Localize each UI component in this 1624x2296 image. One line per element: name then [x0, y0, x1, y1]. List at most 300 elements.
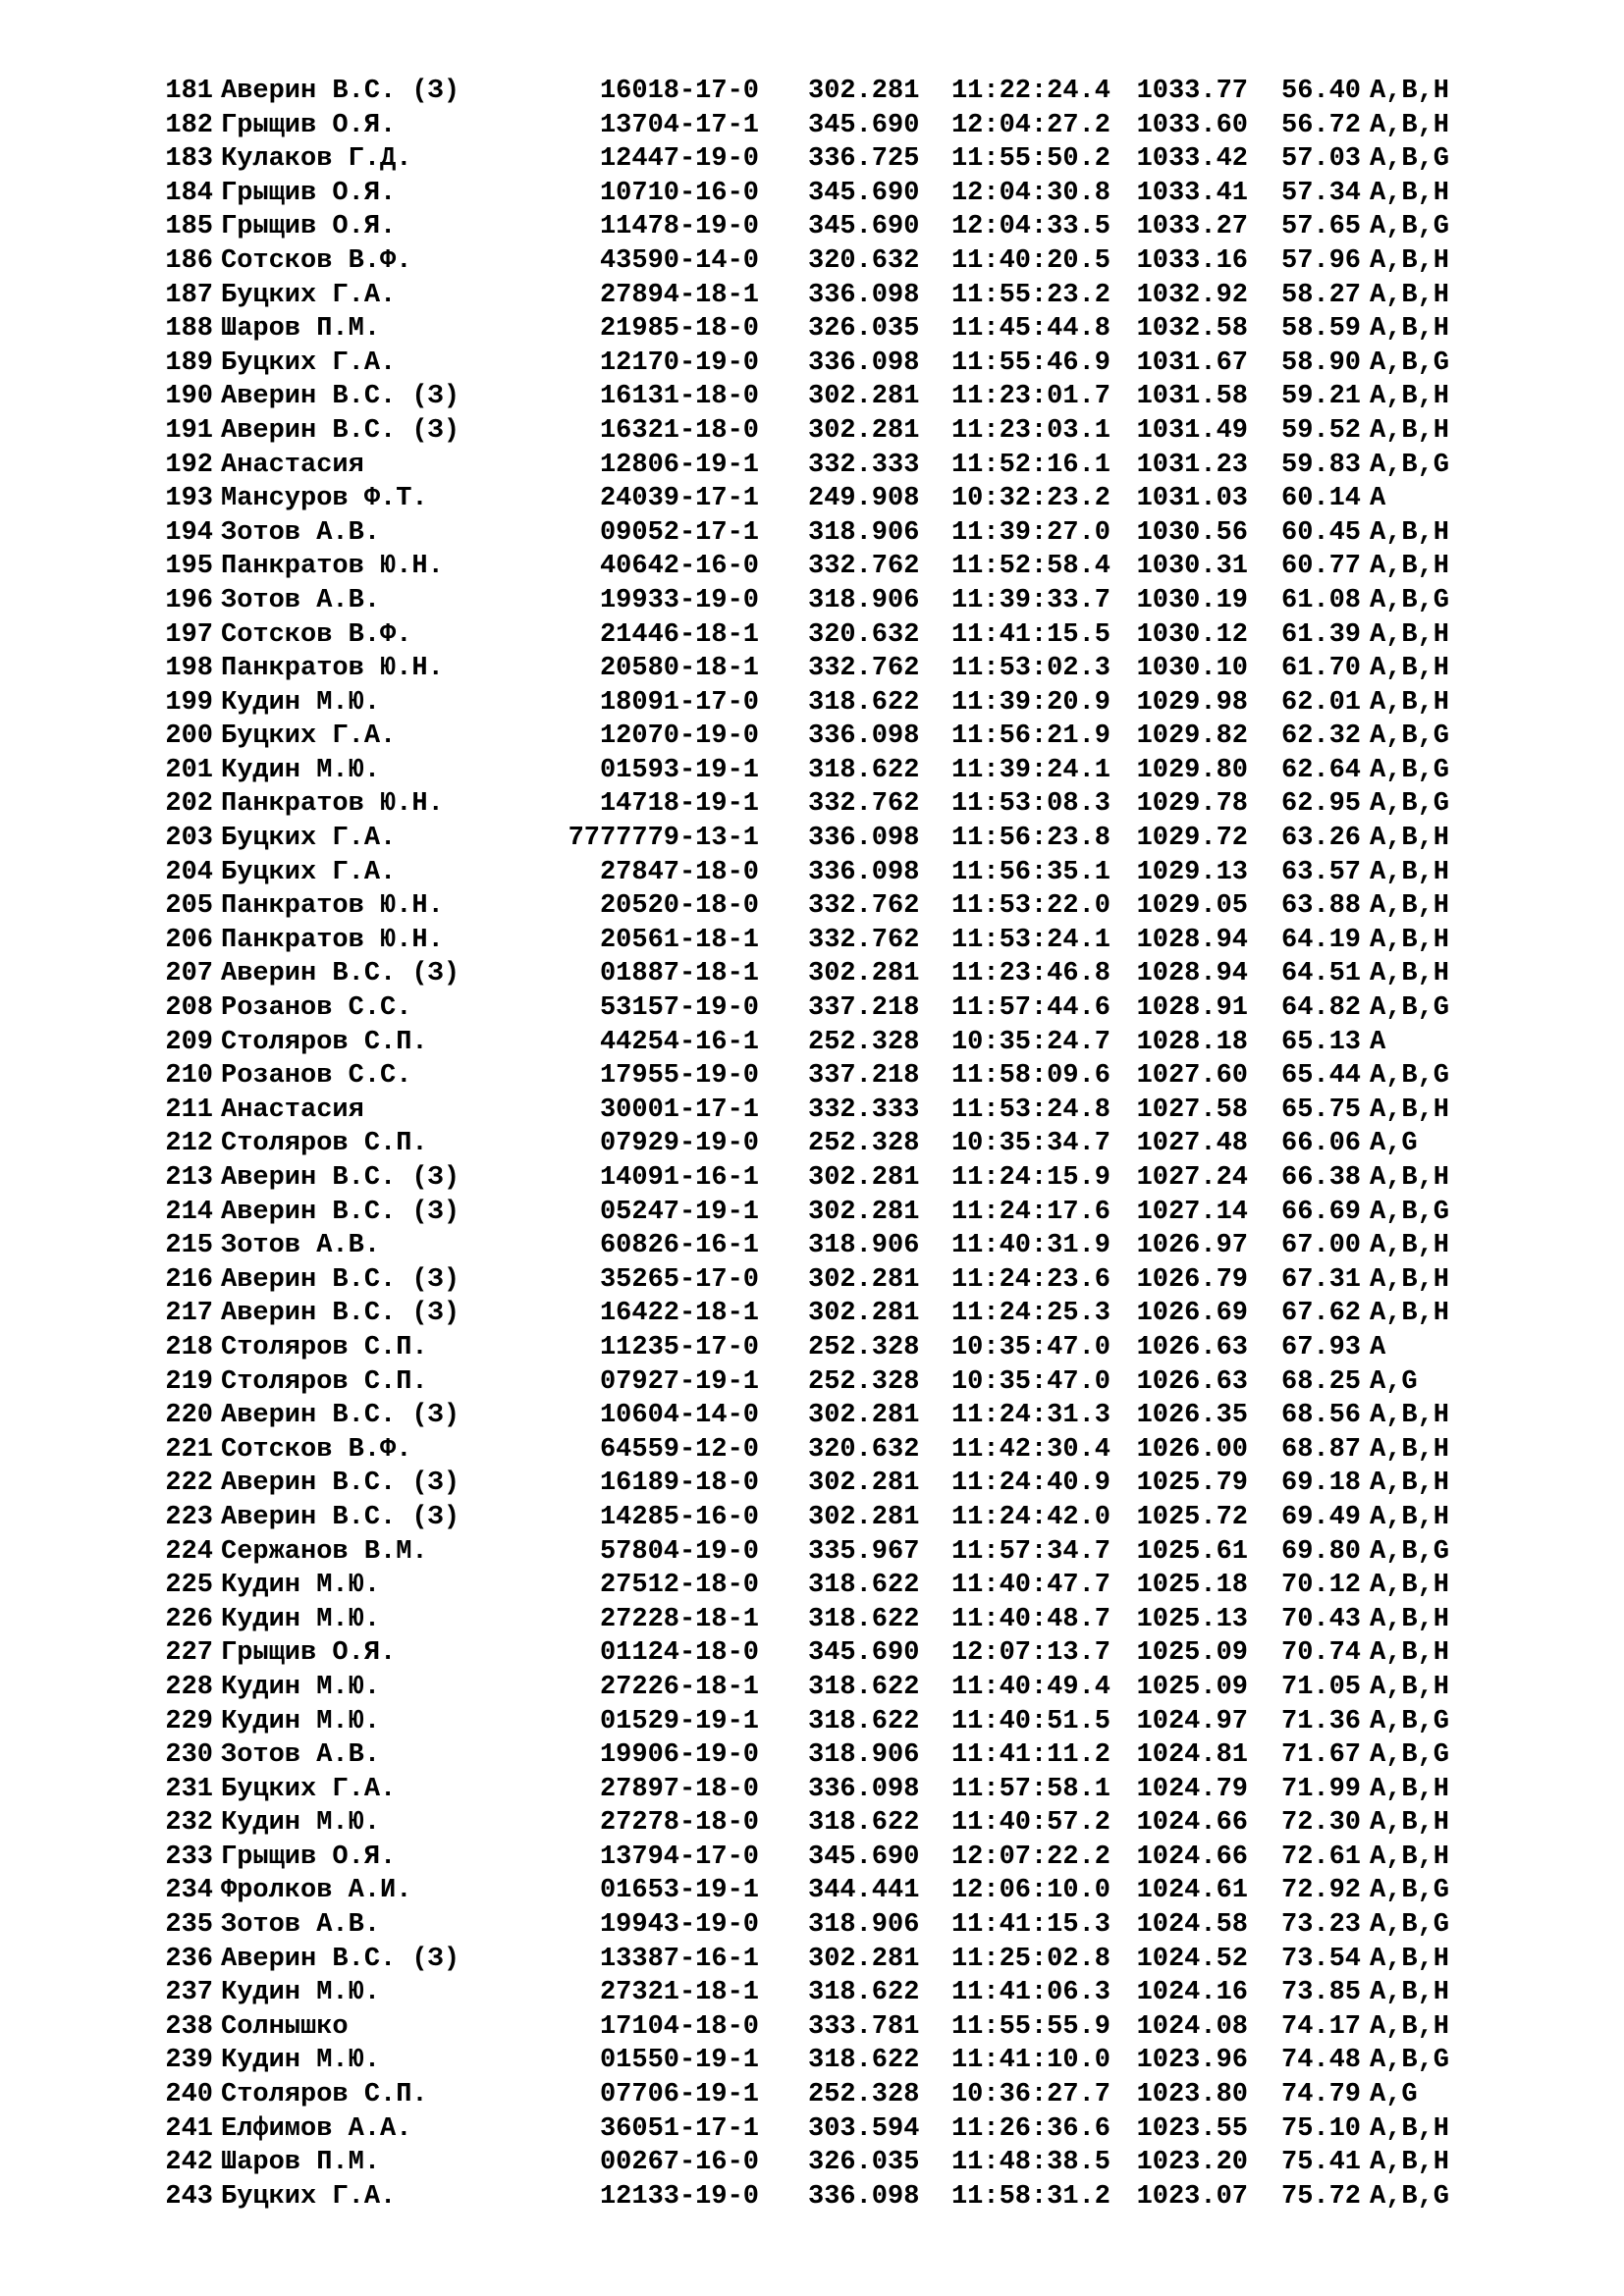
ring-number: 36051-17-1	[599, 2113, 759, 2144]
fancier-name: Кудин М.Ю.	[221, 1978, 381, 2008]
fancier-name: Зотов А.В.	[221, 1740, 381, 1771]
place-number: 185	[165, 212, 213, 242]
coefficient: 69.80	[1281, 1536, 1362, 1567]
speed: 1031.49	[1136, 415, 1248, 446]
arrival-time: 11:45:44.8	[950, 314, 1110, 345]
groups: A,B,G	[1370, 144, 1450, 175]
ring-number: 12170-19-0	[599, 347, 759, 378]
fancier-name: Аверин В.С. (З)	[221, 77, 460, 106]
place-number: 217	[165, 1299, 213, 1329]
distance: 318.906	[808, 585, 920, 615]
speed: 1028.91	[1136, 993, 1248, 1024]
speed: 1026.00	[1136, 1434, 1248, 1465]
arrival-time: 11:41:11.2	[950, 1740, 1110, 1771]
table-row	[142, 1773, 1478, 1807]
speed: 1033.41	[1136, 178, 1248, 208]
coefficient: 68.56	[1281, 1401, 1362, 1431]
fancier-name: Елфимов А.А.	[221, 2113, 412, 2144]
fancier-name: Зотов А.В.	[221, 1231, 381, 1261]
arrival-time: 12:04:27.2	[950, 110, 1110, 140]
fancier-name: Столяров С.П.	[221, 1129, 428, 1159]
table-row	[142, 856, 1478, 890]
ring-number: 17104-18-0	[599, 2011, 759, 2042]
place-number: 222	[165, 1468, 213, 1499]
speed: 1031.03	[1136, 484, 1248, 514]
speed: 1027.58	[1136, 1095, 1248, 1125]
arrival-time: 10:32:23.2	[950, 484, 1110, 514]
place-number: 214	[165, 1197, 213, 1227]
table-row	[142, 2078, 1478, 2112]
table-row	[142, 822, 1478, 856]
table-row	[142, 1501, 1478, 1535]
coefficient: 67.31	[1281, 1264, 1362, 1295]
place-number: 204	[165, 857, 213, 887]
arrival-time: 11:55:50.2	[950, 144, 1110, 175]
ring-number: 27894-18-1	[599, 280, 759, 310]
distance: 302.281	[808, 415, 920, 446]
arrival-time: 11:23:03.1	[950, 415, 1110, 446]
table-row	[142, 414, 1478, 449]
place-number: 205	[165, 891, 213, 922]
distance: 320.632	[808, 1434, 920, 1465]
arrival-time: 11:56:35.1	[950, 857, 1110, 887]
speed: 1025.79	[1136, 1468, 1248, 1499]
arrival-time: 11:56:21.9	[950, 721, 1110, 752]
ring-number: 18091-17-0	[599, 687, 759, 718]
speed: 1024.66	[1136, 1808, 1248, 1839]
fancier-name: Сотсков В.Ф.	[221, 245, 412, 276]
table-row	[142, 618, 1478, 653]
coefficient: 71.05	[1281, 1672, 1362, 1702]
groups: A,B,G	[1370, 450, 1450, 480]
place-number: 220	[165, 1401, 213, 1431]
groups: A,B,H	[1370, 1604, 1450, 1634]
place-number: 209	[165, 1027, 213, 1057]
speed: 1033.16	[1136, 245, 1248, 276]
coefficient: 61.08	[1281, 585, 1362, 615]
table-row	[142, 991, 1478, 1026]
table-row	[142, 720, 1478, 754]
place-number: 241	[165, 2113, 213, 2144]
fancier-name: Шаров П.М.	[221, 314, 381, 345]
groups: A,B,H	[1370, 314, 1450, 345]
place-number: 228	[165, 1672, 213, 1702]
coefficient: 62.64	[1281, 755, 1362, 785]
arrival-time: 12:06:10.0	[950, 1876, 1110, 1906]
groups: A	[1370, 484, 1386, 514]
place-number: 191	[165, 415, 213, 446]
table-row	[142, 1399, 1478, 1433]
speed: 1033.60	[1136, 110, 1248, 140]
place-number: 224	[165, 1536, 213, 1567]
ring-number: 43590-14-0	[599, 245, 759, 276]
place-number: 215	[165, 1231, 213, 1261]
ring-number: 16189-18-0	[599, 1468, 759, 1499]
distance: 302.281	[808, 1264, 920, 1295]
distance: 318.622	[808, 1808, 920, 1839]
speed: 1023.96	[1136, 2046, 1248, 2076]
speed: 1028.94	[1136, 959, 1248, 989]
coefficient: 71.67	[1281, 1740, 1362, 1771]
arrival-time: 11:58:31.2	[950, 2181, 1110, 2212]
speed: 1023.20	[1136, 2148, 1248, 2178]
arrival-time: 11:39:20.9	[950, 687, 1110, 718]
groups: A,B,G	[1370, 585, 1450, 615]
fancier-name: Буцких Г.А.	[221, 2181, 397, 2212]
fancier-name: Грыщив О.Я.	[221, 212, 397, 242]
coefficient: 63.57	[1281, 857, 1362, 887]
speed: 1029.98	[1136, 687, 1248, 718]
arrival-time: 11:52:58.4	[950, 552, 1110, 582]
groups: A,B,H	[1370, 2113, 1450, 2144]
distance: 318.622	[808, 1706, 920, 1736]
fancier-name: Аверин В.С. (З)	[221, 1163, 460, 1193]
coefficient: 59.21	[1281, 382, 1362, 412]
distance: 302.281	[808, 1197, 920, 1227]
groups: A,B,G	[1370, 212, 1450, 242]
groups: A,B,H	[1370, 382, 1450, 412]
distance: 337.218	[808, 1061, 920, 1092]
ring-number: 01653-19-1	[599, 1876, 759, 1906]
coefficient: 70.74	[1281, 1638, 1362, 1669]
table-row	[142, 787, 1478, 822]
fancier-name: Сотсков В.Ф.	[221, 619, 412, 650]
groups: A,B,G	[1370, 1910, 1450, 1941]
groups: A,B,H	[1370, 1401, 1450, 1431]
speed: 1023.55	[1136, 2113, 1248, 2144]
distance: 302.281	[808, 1299, 920, 1329]
table-row	[142, 516, 1478, 551]
ring-number: 27321-18-1	[599, 1978, 759, 2008]
groups: A,B,H	[1370, 1299, 1450, 1329]
fancier-name: Кудин М.Ю.	[221, 1604, 381, 1634]
fancier-name: Аверин В.С. (З)	[221, 1502, 460, 1532]
table-row	[142, 1671, 1478, 1705]
coefficient: 63.26	[1281, 824, 1362, 854]
groups: A,B,H	[1370, 110, 1450, 140]
place-number: 187	[165, 280, 213, 310]
coefficient: 57.34	[1281, 178, 1362, 208]
ring-number: 10710-16-0	[599, 178, 759, 208]
groups: A,B,H	[1370, 1808, 1450, 1839]
distance: 336.098	[808, 347, 920, 378]
groups: A,B,G	[1370, 2046, 1450, 2076]
coefficient: 67.93	[1281, 1332, 1362, 1362]
coefficient: 59.83	[1281, 450, 1362, 480]
ring-number: 12447-19-0	[599, 144, 759, 175]
arrival-time: 11:53:24.1	[950, 925, 1110, 955]
groups: A,B,G	[1370, 2181, 1450, 2212]
arrival-time: 11:53:24.8	[950, 1095, 1110, 1125]
arrival-time: 11:26:36.6	[950, 2113, 1110, 2144]
table-row	[142, 686, 1478, 721]
coefficient: 71.36	[1281, 1706, 1362, 1736]
speed: 1024.66	[1136, 1842, 1248, 1872]
fancier-name: Грыщив О.Я.	[221, 1842, 397, 1872]
fancier-name: Панкратов Ю.Н.	[221, 925, 444, 955]
fancier-name: Панкратов Ю.Н.	[221, 789, 444, 820]
coefficient: 68.25	[1281, 1366, 1362, 1397]
distance: 336.098	[808, 721, 920, 752]
speed: 1023.07	[1136, 2181, 1248, 2212]
groups: A,B,H	[1370, 1672, 1450, 1702]
ring-number: 53157-19-0	[599, 993, 759, 1024]
coefficient: 61.70	[1281, 654, 1362, 684]
groups: A,B,H	[1370, 1842, 1450, 1872]
speed: 1024.16	[1136, 1978, 1248, 2008]
place-number: 229	[165, 1706, 213, 1736]
distance: 336.098	[808, 280, 920, 310]
place-number: 227	[165, 1638, 213, 1669]
place-number: 193	[165, 484, 213, 514]
place-number: 198	[165, 654, 213, 684]
ring-number: 16422-18-1	[599, 1299, 759, 1329]
fancier-name: Буцких Г.А.	[221, 824, 397, 854]
speed: 1029.13	[1136, 857, 1248, 887]
speed: 1033.27	[1136, 212, 1248, 242]
ring-number: 12133-19-0	[599, 2181, 759, 2212]
fancier-name: Кудин М.Ю.	[221, 755, 381, 785]
groups: A,B,H	[1370, 517, 1450, 548]
coefficient: 56.40	[1281, 77, 1362, 106]
distance: 336.098	[808, 824, 920, 854]
speed: 1028.94	[1136, 925, 1248, 955]
distance: 318.622	[808, 755, 920, 785]
ring-number: 27897-18-0	[599, 1774, 759, 1804]
place-number: 181	[165, 77, 213, 106]
coefficient: 72.61	[1281, 1842, 1362, 1872]
speed: 1030.12	[1136, 619, 1248, 650]
groups: A,B,H	[1370, 857, 1450, 887]
table-row	[142, 312, 1478, 347]
distance: 318.906	[808, 1740, 920, 1771]
fancier-name: Буцких Г.А.	[221, 721, 397, 752]
arrival-time: 11:48:38.5	[950, 2148, 1110, 2178]
coefficient: 66.06	[1281, 1129, 1362, 1159]
place-number: 221	[165, 1434, 213, 1465]
arrival-time: 11:55:23.2	[950, 280, 1110, 310]
ring-number: 60826-16-1	[599, 1231, 759, 1261]
groups: A,G	[1370, 1129, 1418, 1159]
place-number: 213	[165, 1163, 213, 1193]
groups: A,B,H	[1370, 1231, 1450, 1261]
distance: 345.690	[808, 1842, 920, 1872]
speed: 1032.58	[1136, 314, 1248, 345]
speed: 1029.78	[1136, 789, 1248, 820]
speed: 1025.61	[1136, 1536, 1248, 1567]
place-number: 218	[165, 1332, 213, 1362]
fancier-name: Кудин М.Ю.	[221, 1672, 381, 1702]
table-row	[142, 1094, 1478, 1128]
fancier-name: Солнышко	[221, 2011, 349, 2042]
distance: 336.098	[808, 857, 920, 887]
arrival-time: 11:24:40.9	[950, 1468, 1110, 1499]
coefficient: 64.19	[1281, 925, 1362, 955]
coefficient: 67.00	[1281, 1231, 1362, 1261]
coefficient: 74.79	[1281, 2080, 1362, 2110]
speed: 1024.08	[1136, 2011, 1248, 2042]
arrival-time: 11:40:51.5	[950, 1706, 1110, 1736]
table-row	[142, 2112, 1478, 2147]
arrival-time: 11:55:46.9	[950, 347, 1110, 378]
distance: 332.333	[808, 1095, 920, 1125]
place-number: 235	[165, 1910, 213, 1941]
coefficient: 70.12	[1281, 1571, 1362, 1601]
table-row	[142, 75, 1478, 109]
distance: 326.035	[808, 314, 920, 345]
groups: A,B,G	[1370, 1197, 1450, 1227]
place-number: 211	[165, 1095, 213, 1125]
arrival-time: 11:39:24.1	[950, 755, 1110, 785]
speed: 1032.92	[1136, 280, 1248, 310]
coefficient: 65.44	[1281, 1061, 1362, 1092]
speed: 1027.60	[1136, 1061, 1248, 1092]
fancier-name: Аверин В.С. (З)	[221, 1197, 460, 1227]
fancier-name: Буцких Г.А.	[221, 1774, 397, 1804]
table-row	[142, 1806, 1478, 1841]
distance: 345.690	[808, 212, 920, 242]
coefficient: 60.14	[1281, 484, 1362, 514]
coefficient: 70.43	[1281, 1604, 1362, 1634]
groups: A,B,G	[1370, 1536, 1450, 1567]
ring-number: 21446-18-1	[599, 619, 759, 650]
distance: 336.098	[808, 2181, 920, 2212]
arrival-time: 10:35:47.0	[950, 1332, 1110, 1362]
fancier-name: Кудин М.Ю.	[221, 1706, 381, 1736]
ring-number: 57804-19-0	[599, 1536, 759, 1567]
ring-number: 14091-16-1	[599, 1163, 759, 1193]
fancier-name: Буцких Г.А.	[221, 857, 397, 887]
speed: 1033.42	[1136, 144, 1248, 175]
fancier-name: Розанов С.С.	[221, 993, 412, 1024]
ring-number: 12070-19-0	[599, 721, 759, 752]
speed: 1025.18	[1136, 1571, 1248, 1601]
arrival-time: 11:53:02.3	[950, 654, 1110, 684]
groups: A,B,H	[1370, 959, 1450, 989]
place-number: 212	[165, 1129, 213, 1159]
arrival-time: 11:55:55.9	[950, 2011, 1110, 2042]
arrival-time: 11:40:47.7	[950, 1571, 1110, 1601]
arrival-time: 11:41:15.3	[950, 1910, 1110, 1941]
fancier-name: Сотсков В.Ф.	[221, 1434, 412, 1465]
distance: 302.281	[808, 77, 920, 106]
speed: 1026.63	[1136, 1332, 1248, 1362]
coefficient: 65.75	[1281, 1095, 1362, 1125]
coefficient: 58.27	[1281, 280, 1362, 310]
place-number: 196	[165, 585, 213, 615]
distance: 302.281	[808, 382, 920, 412]
table-row	[142, 550, 1478, 584]
fancier-name: Шаров П.М.	[221, 2148, 381, 2178]
table-row	[142, 1841, 1478, 1875]
place-number: 223	[165, 1502, 213, 1532]
speed: 1024.61	[1136, 1876, 1248, 1906]
fancier-name: Аверин В.С. (З)	[221, 1299, 460, 1329]
ring-number: 01550-19-1	[599, 2046, 759, 2076]
distance: 249.908	[808, 484, 920, 514]
fancier-name: Анастасия	[221, 1095, 364, 1125]
distance: 302.281	[808, 959, 920, 989]
fancier-name: Столяров С.П.	[221, 1027, 428, 1057]
coefficient: 73.23	[1281, 1910, 1362, 1941]
place-number: 216	[165, 1264, 213, 1295]
fancier-name: Кулаков Г.Д.	[221, 144, 412, 175]
groups: A	[1370, 1332, 1386, 1362]
speed: 1029.80	[1136, 755, 1248, 785]
fancier-name: Столяров С.П.	[221, 1366, 428, 1397]
coefficient: 57.65	[1281, 212, 1362, 242]
fancier-name: Кудин М.Ю.	[221, 1571, 381, 1601]
fancier-name: Грыщив О.Я.	[221, 178, 397, 208]
place-number: 226	[165, 1604, 213, 1634]
groups: A,B,H	[1370, 1502, 1450, 1532]
ring-number: 64559-12-0	[599, 1434, 759, 1465]
coefficient: 59.52	[1281, 415, 1362, 446]
arrival-time: 11:41:15.5	[950, 619, 1110, 650]
table-row	[142, 1636, 1478, 1671]
arrival-time: 11:25:02.8	[950, 1944, 1110, 1974]
place-number: 197	[165, 619, 213, 650]
fancier-name: Анастасия	[221, 450, 364, 480]
fancier-name: Буцких Г.А.	[221, 347, 397, 378]
distance: 252.328	[808, 1366, 920, 1397]
groups: A,B,G	[1370, 721, 1450, 752]
distance: 345.690	[808, 178, 920, 208]
ring-number: 12806-19-1	[599, 450, 759, 480]
place-number: 234	[165, 1876, 213, 1906]
distance: 252.328	[808, 1129, 920, 1159]
table-row	[142, 924, 1478, 958]
arrival-time: 11:56:23.8	[950, 824, 1110, 854]
arrival-time: 11:24:31.3	[950, 1401, 1110, 1431]
arrival-time: 10:35:24.7	[950, 1027, 1110, 1057]
coefficient: 71.99	[1281, 1774, 1362, 1804]
groups: A,B,G	[1370, 1706, 1450, 1736]
arrival-time: 11:57:34.7	[950, 1536, 1110, 1567]
coefficient: 72.30	[1281, 1808, 1362, 1839]
fancier-name: Зотов А.В.	[221, 585, 381, 615]
fancier-name: Панкратов Ю.Н.	[221, 552, 444, 582]
table-row	[142, 109, 1478, 143]
groups: A,B,H	[1370, 1095, 1450, 1125]
ring-number: 27847-18-0	[599, 857, 759, 887]
table-row	[142, 1196, 1478, 1230]
table-row	[142, 1297, 1478, 1331]
arrival-time: 11:24:23.6	[950, 1264, 1110, 1295]
distance: 335.967	[808, 1536, 920, 1567]
speed: 1028.18	[1136, 1027, 1248, 1057]
distance: 345.690	[808, 1638, 920, 1669]
coefficient: 57.03	[1281, 144, 1362, 175]
speed: 1026.69	[1136, 1299, 1248, 1329]
ring-number: 17955-19-0	[599, 1061, 759, 1092]
table-row	[142, 482, 1478, 516]
ring-number: 19933-19-0	[599, 585, 759, 615]
table-row	[142, 584, 1478, 618]
fancier-name: Розанов С.С.	[221, 1061, 412, 1092]
place-number: 238	[165, 2011, 213, 2042]
ring-number: 21985-18-0	[599, 314, 759, 345]
speed: 1025.09	[1136, 1672, 1248, 1702]
speed: 1023.80	[1136, 2080, 1248, 2110]
coefficient: 73.85	[1281, 1978, 1362, 2008]
groups: A,G	[1370, 2080, 1418, 2110]
ring-number: 40642-16-0	[599, 552, 759, 582]
place-number: 201	[165, 755, 213, 785]
speed: 1027.14	[1136, 1197, 1248, 1227]
arrival-time: 11:40:49.4	[950, 1672, 1110, 1702]
place-number: 203	[165, 824, 213, 854]
